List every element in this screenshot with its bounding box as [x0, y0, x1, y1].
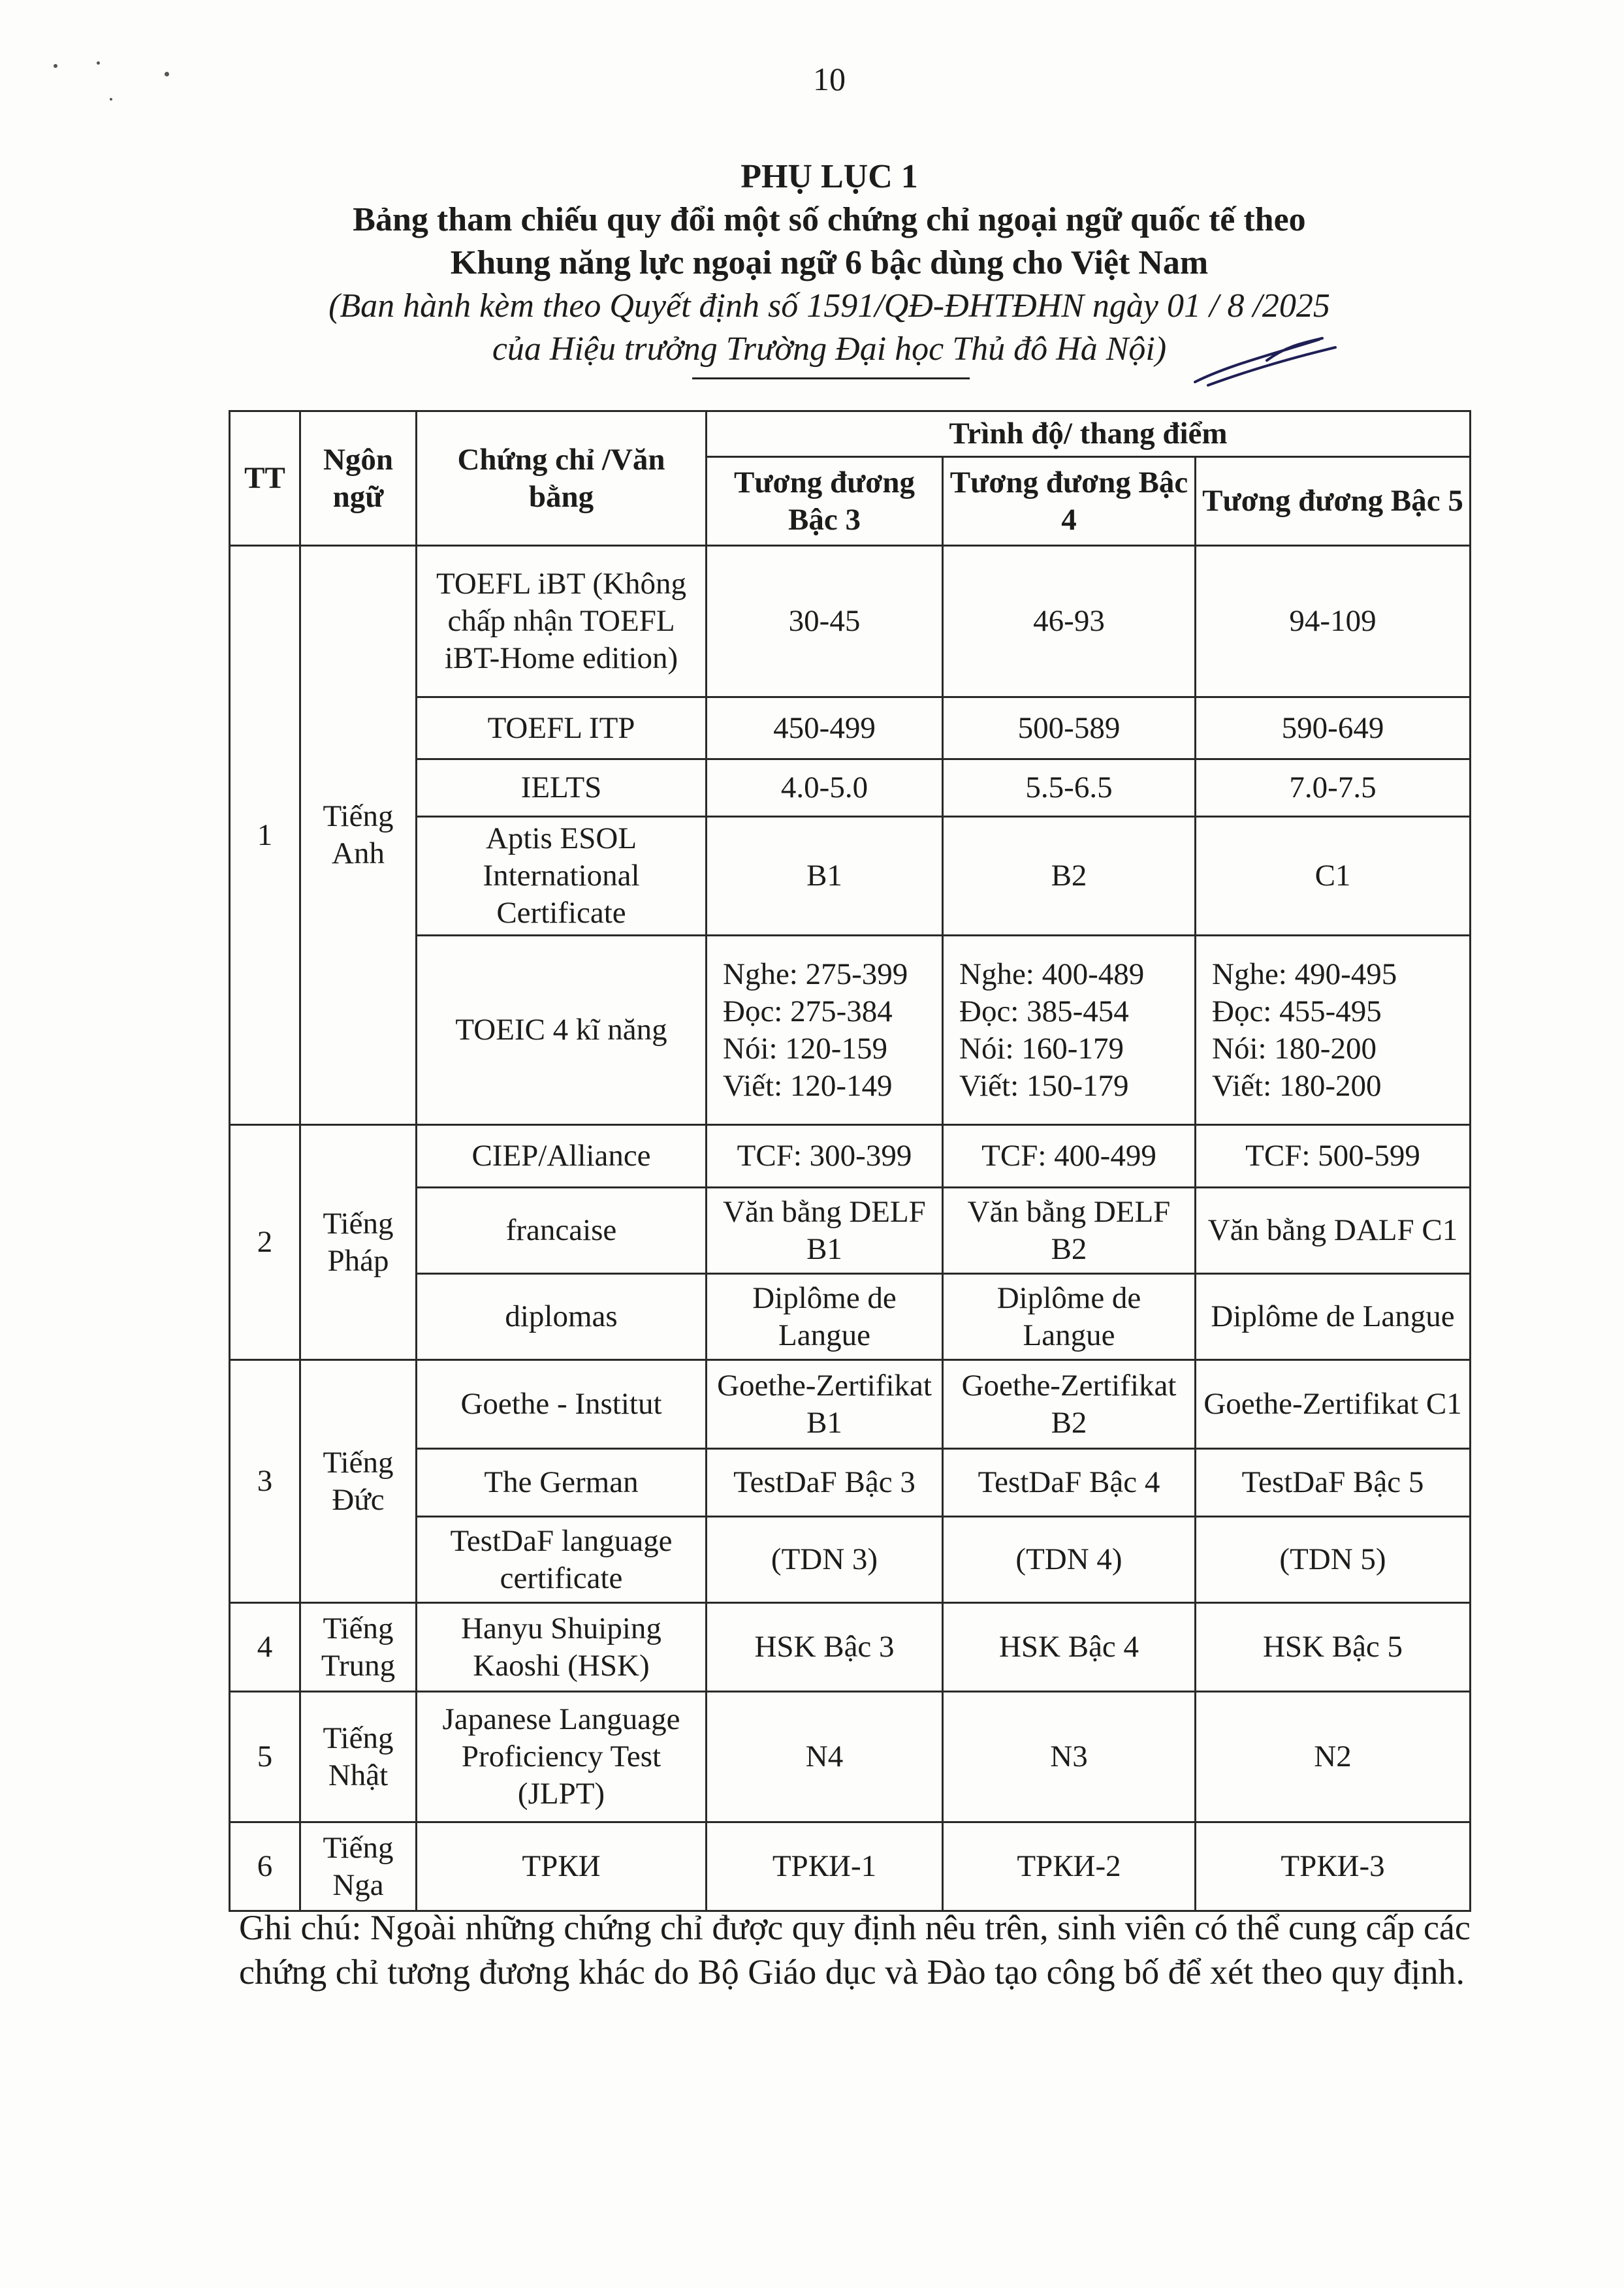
score-line: Đọc: 385-454	[959, 994, 1129, 1028]
table-header	[230, 411, 1471, 546]
certificate-cell: ТРКИ	[417, 1822, 707, 1911]
page-number: 10	[813, 61, 846, 97]
table-row	[230, 1603, 1471, 1692]
header-level-3: Tương đương Bậc 3	[707, 457, 943, 546]
level-5-cell: TestDaF Bậc 5	[1196, 1449, 1471, 1517]
certificate-cell: Aptis ESOL International Certificate	[417, 817, 707, 936]
language-cell: Tiếng Anh	[300, 546, 417, 1125]
score-line: Đọc: 455-495	[1212, 994, 1382, 1028]
level-4-cell: Văn bằng DELF B2	[943, 1188, 1196, 1274]
level-3-cell: HSK Bậc 3	[707, 1603, 943, 1692]
level-3-cell: 450-499	[707, 697, 943, 759]
header-language: Ngôn ngữ	[300, 411, 417, 546]
level-3-cell: N4	[707, 1692, 943, 1822]
language-cell: Tiếng Nhật	[300, 1692, 417, 1822]
level-3-cell: TestDaF Bậc 3	[707, 1449, 943, 1517]
language-cell: Tiếng Trung	[300, 1603, 417, 1692]
document-heading	[0, 155, 1624, 371]
level-5-cell: Văn bằng DALF C1	[1196, 1188, 1471, 1274]
table-row	[230, 546, 1471, 697]
row-number: 3	[230, 1360, 300, 1603]
level-5-cell: TCF: 500-599	[1196, 1125, 1471, 1188]
header-level-4: Tương đương Bậc 4	[943, 457, 1196, 546]
level-5-cell: HSK Bậc 5	[1196, 1603, 1471, 1692]
certificate-cell: francaise	[417, 1188, 707, 1274]
table-row	[230, 1822, 1471, 1911]
certificate-reference-table	[229, 410, 1471, 1912]
score-line: Nghe: 400-489	[959, 957, 1145, 991]
score-line: Nói: 160-179	[959, 1031, 1124, 1066]
heading-underline	[692, 377, 970, 379]
language-cell: Tiếng Pháp	[300, 1125, 417, 1360]
level-3-cell: TCF: 300-399	[707, 1125, 943, 1188]
score-line: Nghe: 275-399	[723, 957, 908, 991]
level-5-cell: 94-109	[1196, 546, 1471, 697]
certificate-cell: Japanese Language Proficiency Test (JLPT)	[417, 1692, 707, 1822]
certificate-cell: Goethe - Institut	[417, 1360, 707, 1449]
header-certificate: Chứng chỉ /Văn bằng	[417, 411, 707, 546]
certificate-cell: diplomas	[417, 1274, 707, 1360]
level-5-cell: N2	[1196, 1692, 1471, 1822]
level-5-cell: (TDN 5)	[1196, 1517, 1471, 1603]
language-cell: Tiếng Nga	[300, 1822, 417, 1911]
level-4-cell: B2	[943, 817, 1196, 936]
table-row	[230, 1360, 1471, 1449]
row-number: 1	[230, 546, 300, 1125]
table-row	[230, 1125, 1471, 1188]
score-line: Nghe: 490-495	[1212, 957, 1397, 991]
level-5-cell: C1	[1196, 817, 1471, 936]
score-line: Viết: 150-179	[959, 1068, 1129, 1103]
footnote: Ghi chú: Ngoài những chứng chỉ được quy định nêu trên, sinh viên có thể cung cấp các chứng chỉ tương đương khác do Bộ Giáo dục và Đào tạo công bố để xét theo quy định.	[239, 1908, 1471, 1992]
level-4-cell: 5.5-6.5	[943, 759, 1196, 817]
handwritten-signature	[1188, 320, 1339, 392]
score-line: Nói: 120-159	[723, 1031, 887, 1066]
row-number: 6	[230, 1822, 300, 1911]
score-line: Nói: 180-200	[1212, 1031, 1377, 1066]
score-line: Viết: 180-200	[1212, 1068, 1382, 1103]
row-number: 5	[230, 1692, 300, 1822]
certificate-cell: TOEIC 4 kĩ năng	[417, 936, 707, 1125]
level-3-cell: B1	[707, 817, 943, 936]
level-5-scores	[1196, 936, 1471, 1125]
scan-speck	[110, 98, 112, 101]
certificate-cell: IELTS	[417, 759, 707, 817]
certificate-cell: TOEFL iBT (Không chấp nhận TOEFL iBT-Home edition)	[417, 546, 707, 697]
level-4-cell: 500-589	[943, 697, 1196, 759]
level-4-cell: (TDN 4)	[943, 1517, 1196, 1603]
level-4-cell: Goethe-Zertifikat B2	[943, 1360, 1196, 1449]
language-cell: Tiếng Đức	[300, 1360, 417, 1603]
header-level-group: Trình độ/ thang điểm	[707, 411, 1471, 457]
level-3-cell: 30-45	[707, 546, 943, 697]
level-3-cell: Diplôme de Langue	[707, 1274, 943, 1360]
score-line: Đọc: 275-384	[723, 994, 893, 1028]
level-4-cell: 46-93	[943, 546, 1196, 697]
appendix-subtitle-line-2: Khung năng lực ngoại ngữ 6 bậc dùng cho Việt Nam	[450, 244, 1209, 281]
level-5-cell: 7.0-7.5	[1196, 759, 1471, 817]
level-3-cell: 4.0-5.0	[707, 759, 943, 817]
certificate-cell: TOEFL ITP	[417, 697, 707, 759]
header-tt: TT	[230, 411, 300, 546]
level-3-cell: ТРКИ-1	[707, 1822, 943, 1911]
certificate-cell: CIEP/Alliance	[417, 1125, 707, 1188]
header-level-5: Tương đương Bậc 5	[1196, 457, 1471, 546]
score-line: Viết: 120-149	[723, 1068, 893, 1103]
certificate-cell: TestDaF language certificate	[417, 1517, 707, 1603]
level-5-cell: 590-649	[1196, 697, 1471, 759]
level-4-cell: Diplôme de Langue	[943, 1274, 1196, 1360]
level-5-cell: ТРКИ-3	[1196, 1822, 1471, 1911]
level-3-cell: (TDN 3)	[707, 1517, 943, 1603]
issuance-line-1: (Ban hành kèm theo Quyết định số 1591/QĐ-ĐHTĐHN ngày 01 / 8 /2025	[328, 287, 1330, 325]
certificate-cell: Hanyu Shuiping Kaoshi (HSK)	[417, 1603, 707, 1692]
level-4-cell: TestDaF Bậc 4	[943, 1449, 1196, 1517]
row-number: 2	[230, 1125, 300, 1360]
appendix-subtitle-line-1: Bảng tham chiếu quy đổi một số chứng chỉ ngoại ngữ quốc tế theo	[353, 201, 1306, 238]
table-body	[230, 546, 1471, 1911]
certificate-cell: The German	[417, 1449, 707, 1517]
level-4-cell: HSK Bậc 4	[943, 1603, 1196, 1692]
level-5-cell: Goethe-Zertifikat C1	[1196, 1360, 1471, 1449]
level-4-cell: TCF: 400-499	[943, 1125, 1196, 1188]
level-3-cell: Goethe-Zertifikat B1	[707, 1360, 943, 1449]
level-5-cell: Diplôme de Langue	[1196, 1274, 1471, 1360]
level-4-cell: ТРКИ-2	[943, 1822, 1196, 1911]
row-number: 4	[230, 1603, 300, 1692]
level-4-cell: N3	[943, 1692, 1196, 1822]
level-4-scores	[943, 936, 1196, 1125]
issuance-line-2: của Hiệu trưởng Trường Đại học Thủ đô Hà Nội)	[492, 330, 1167, 368]
level-3-cell: Văn bằng DELF B1	[707, 1188, 943, 1274]
level-3-scores	[707, 936, 943, 1125]
appendix-title: PHỤ LỤC 1	[740, 158, 918, 195]
table-row	[230, 1692, 1471, 1822]
